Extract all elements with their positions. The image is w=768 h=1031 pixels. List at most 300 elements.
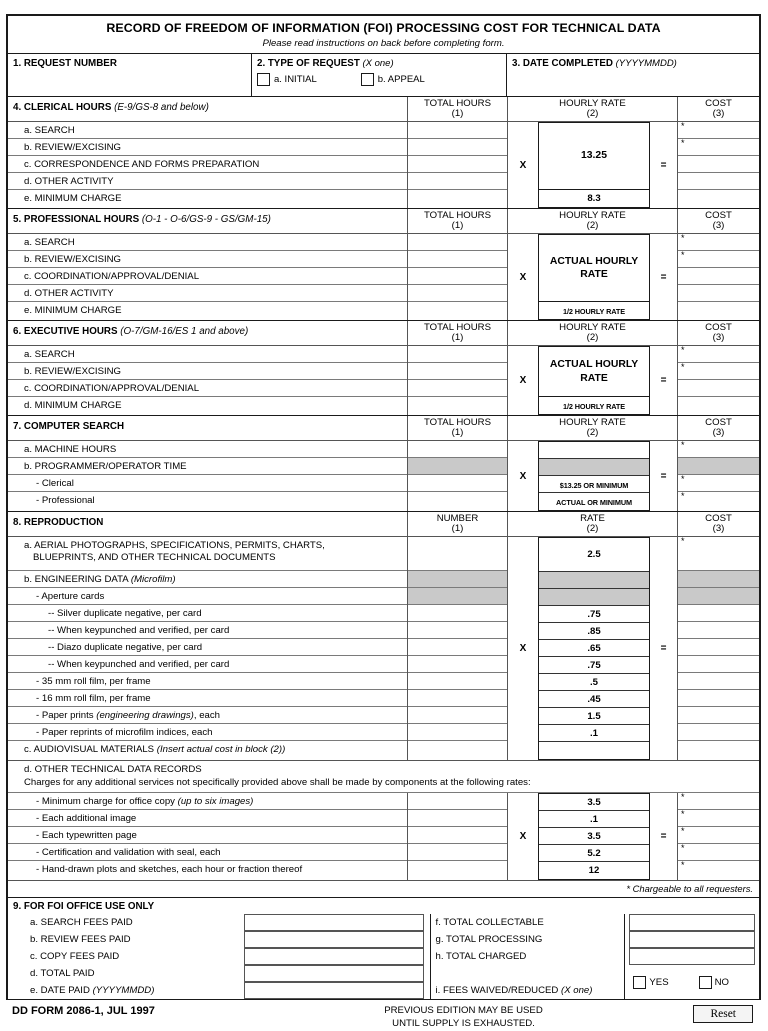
section-9-index: 9. <box>13 901 22 913</box>
rate-value: .75 <box>539 606 649 623</box>
section-9-right-fields <box>625 914 759 999</box>
row-label: b. REVIEW/EXCISING <box>8 251 407 268</box>
chargeable-asterisk: * <box>681 491 685 501</box>
cost-input[interactable] <box>678 139 759 156</box>
cost-input[interactable] <box>678 810 759 827</box>
section-4-rate-minimum: 8.3 <box>587 193 601 204</box>
row-label: a. SEARCH FEES PAID <box>30 917 133 929</box>
number-input[interactable] <box>408 707 507 724</box>
number-input[interactable] <box>408 690 507 707</box>
cost-input[interactable] <box>678 673 759 690</box>
col-cost-label: COST <box>705 513 732 524</box>
form-number: DD FORM 2086-1, JUL 1997 <box>12 1005 155 1018</box>
form-subtitle: Please read instructions on back before completing form. <box>262 38 505 49</box>
section-8-labels <box>8 537 408 760</box>
section-5-rate-col <box>508 234 678 320</box>
section-7-col-total-hours <box>408 416 508 440</box>
section-4-label: CLERICAL HOURS <box>23 102 112 113</box>
section-9-header <box>8 898 759 914</box>
shaded-cell <box>539 459 649 476</box>
section-5-col-cost <box>678 209 759 233</box>
cost-input[interactable] <box>678 397 759 414</box>
checkbox-fees-waived-no[interactable] <box>699 976 712 989</box>
row-label: c. COPY FEES PAID <box>30 951 120 963</box>
col-total-hours-label: TOTAL HOURS <box>424 98 491 109</box>
section-4-col-cost <box>678 97 759 121</box>
row-label-italic: (Insert actual cost in block (2)) <box>156 744 286 755</box>
section-7-title <box>8 416 408 440</box>
section-4-rate-box <box>538 122 650 208</box>
col-cost-num: (3) <box>712 108 725 120</box>
number-input[interactable] <box>408 827 507 844</box>
row-label-line2: BLUEPRINTS, AND OTHER TECHNICAL DOCUMENTS <box>33 552 276 564</box>
row-label-text: - Minimum charge for office copy <box>36 796 175 808</box>
row-label: a. SEARCH <box>8 234 407 251</box>
col-number-label: NUMBER <box>436 513 479 524</box>
section-4-index: 4. <box>13 102 22 113</box>
col-rate-num: (2) <box>586 523 599 535</box>
section-4-qualifier: (E-9/GS-8 and below) <box>114 102 209 113</box>
number-input[interactable] <box>408 724 507 741</box>
number-input[interactable] <box>408 741 507 758</box>
row-label-italic: (YYYYMMDD) <box>92 985 155 997</box>
form-footer <box>6 1000 761 1030</box>
total-hours-input[interactable] <box>408 492 507 509</box>
section-8-title <box>8 512 408 536</box>
chargeable-asterisk: * <box>681 138 685 148</box>
section-6-rate-col <box>508 346 678 415</box>
rate-value: 3.5 <box>539 794 649 811</box>
section-8-col-number <box>408 512 508 536</box>
type-of-request-cell <box>252 54 507 96</box>
request-number-cell[interactable] <box>8 54 252 96</box>
section-7-total-hours-inputs <box>408 441 508 511</box>
row-label-tail: , each <box>193 710 220 721</box>
section-5-col-total-hours <box>408 209 508 233</box>
type-of-request-index: 2. <box>257 58 266 69</box>
multiply-symbol: X <box>519 831 527 843</box>
rate-value: .5 <box>539 674 649 691</box>
number-input[interactable] <box>408 844 507 861</box>
section-9-left-labels <box>8 914 240 999</box>
shaded-cell <box>408 588 507 605</box>
shaded-cell <box>539 572 649 589</box>
row-label: b. PROGRAMMER/OPERATOR TIME <box>8 458 407 475</box>
previous-edition-note <box>292 1005 635 1030</box>
previous-edition-line1: PREVIOUS EDITION MAY BE USED <box>384 1005 543 1017</box>
col-number-num: (1) <box>451 523 464 535</box>
section-8-rate-box <box>538 537 650 760</box>
section-4-rate-main: 13.25 <box>539 123 649 190</box>
cost-input[interactable] <box>678 122 759 139</box>
checkbox-fees-waived-yes[interactable] <box>633 976 646 989</box>
row-label: - Hand-drawn plots and sketches, each hour or fraction thereof <box>36 864 303 876</box>
row-label <box>431 982 625 999</box>
col-hourly-rate-label: HOURLY RATE <box>559 417 626 428</box>
section-8-index: 8. <box>13 517 22 528</box>
total-hours-input[interactable] <box>408 363 507 380</box>
chargeable-asterisk: * <box>681 440 685 450</box>
rate-input[interactable] <box>539 442 649 459</box>
section-8-label: REPRODUCTION <box>23 517 104 528</box>
cost-input[interactable] <box>678 285 759 302</box>
row-label: b. REVIEW/EXCISING <box>8 363 407 380</box>
equals-symbol: = <box>660 643 667 654</box>
section-4-col-hourly-rate <box>508 97 678 121</box>
multiply-symbol: X <box>519 470 527 482</box>
section-8-header <box>8 511 759 537</box>
date-completed-cell[interactable] <box>507 54 759 96</box>
reset-button[interactable]: Reset <box>693 1005 753 1023</box>
fees-waived-label: i. FEES WAIVED/REDUCED <box>435 985 559 997</box>
total-hours-input[interactable] <box>408 346 507 363</box>
chargeable-footnote: * Chargeable to all requesters. <box>8 880 759 898</box>
total-hours-input[interactable] <box>408 234 507 251</box>
rate-value: .85 <box>539 623 649 640</box>
col-total-hours-label: TOTAL HOURS <box>424 210 491 221</box>
cost-input[interactable] <box>678 656 759 673</box>
row-label <box>8 537 407 571</box>
chargeable-asterisk: * <box>681 362 685 372</box>
row-label: - Clerical <box>8 475 407 492</box>
row-label-text: c. AUDIOVISUAL MATERIALS <box>24 744 155 755</box>
total-hours-input[interactable] <box>408 139 507 156</box>
cost-input[interactable] <box>678 622 759 639</box>
number-input[interactable] <box>408 810 507 827</box>
rate-value: $13.25 OR MINIMUM <box>539 476 649 493</box>
row-label: - 16 mm roll film, per frame <box>8 690 407 707</box>
section-4-cost-inputs <box>678 122 759 208</box>
checkbox-appeal[interactable] <box>361 73 374 86</box>
chargeable-asterisk: * <box>681 121 685 131</box>
row-label: - Paper reprints of microfilm indices, each <box>8 724 407 741</box>
section-8-col-rate <box>508 512 678 536</box>
row-label <box>8 571 407 588</box>
chargeable-asterisk: * <box>681 809 685 820</box>
cost-input[interactable] <box>678 268 759 285</box>
section-5-rate-main: ACTUAL HOURLY RATE <box>539 235 649 302</box>
shaded-cell <box>678 458 759 475</box>
cost-input[interactable] <box>678 363 759 380</box>
equals-symbol: = <box>660 470 667 482</box>
chargeable-asterisk: * <box>681 843 685 854</box>
section-8d-number-inputs <box>408 793 508 880</box>
section-4-header <box>8 97 759 122</box>
cost-input[interactable] <box>678 346 759 363</box>
col-total-hours-num: (1) <box>451 332 464 344</box>
rate-value: 5.2 <box>539 845 649 862</box>
section-8-body <box>8 537 759 760</box>
section-6-label: EXECUTIVE HOURS <box>23 326 118 337</box>
section-6-title <box>8 321 408 345</box>
total-hours-input[interactable] <box>408 285 507 302</box>
rate-value: .75 <box>539 657 649 674</box>
section-6-qualifier: (O-7/GM-16/ES 1 and above) <box>120 326 249 337</box>
row-label: b. REVIEW FEES PAID <box>30 934 131 946</box>
total-processing-input[interactable] <box>629 931 755 948</box>
section-7-rate-col <box>508 441 678 511</box>
row-label-italic: (engineering drawings) <box>96 710 194 721</box>
rate-input[interactable] <box>539 742 649 759</box>
rate-value: 12 <box>588 865 600 877</box>
type-of-request-label: TYPE OF REQUEST <box>267 58 360 69</box>
section-8d-cost-inputs <box>678 793 759 880</box>
row-label <box>8 741 407 758</box>
row-label <box>8 793 407 810</box>
copy-fees-paid-input[interactable] <box>244 948 424 965</box>
number-input[interactable] <box>408 639 507 656</box>
rate-value: 2.5 <box>539 538 649 572</box>
col-total-hours-label: TOTAL HOURS <box>424 322 491 333</box>
row-label <box>8 982 240 999</box>
shaded-cell <box>678 571 759 588</box>
shaded-cell <box>408 458 507 475</box>
chargeable-asterisk: * <box>681 474 685 484</box>
number-input[interactable] <box>408 622 507 639</box>
cost-input[interactable] <box>678 639 759 656</box>
row-label: a. SEARCH <box>8 122 407 139</box>
section-8-cost-inputs <box>678 537 759 760</box>
col-total-hours-num: (1) <box>451 108 464 120</box>
equals-symbol: = <box>660 159 667 171</box>
rate-value: .1 <box>539 811 649 828</box>
cost-input[interactable] <box>678 173 759 190</box>
row-label: b. REVIEW/EXCISING <box>8 139 407 156</box>
section-4-total-hours-inputs <box>408 122 508 208</box>
cost-input[interactable] <box>678 605 759 622</box>
col-cost-num: (3) <box>712 332 725 344</box>
section-5-cost-inputs <box>678 234 759 320</box>
section-6-labels <box>8 346 408 415</box>
section-6-index: 6. <box>13 326 22 337</box>
total-hours-input[interactable] <box>408 397 507 414</box>
date-completed-hint: (YYYYMMDD) <box>615 58 677 69</box>
row-label: g. TOTAL PROCESSING <box>435 934 543 946</box>
section-7-col-hourly-rate <box>508 416 678 440</box>
rate-value: 3.5 <box>539 828 649 845</box>
checkbox-yes-label: YES <box>649 976 669 988</box>
checkbox-no-label: NO <box>714 976 729 988</box>
total-collectable-input[interactable] <box>629 914 755 931</box>
spacer <box>431 965 625 982</box>
col-hourly-rate-label: HOURLY RATE <box>559 210 626 221</box>
section-4-body <box>8 122 759 208</box>
rate-value: .1 <box>539 725 649 742</box>
row-label: -- When keypunched and verified, per card <box>8 656 407 673</box>
section-8-number-inputs <box>408 537 508 760</box>
section-7-col-cost <box>678 416 759 440</box>
section-4-title <box>8 97 408 121</box>
cost-input[interactable] <box>678 234 759 251</box>
section-5-title <box>8 209 408 233</box>
number-input[interactable] <box>408 673 507 690</box>
rate-value: .45 <box>539 691 649 708</box>
cost-input[interactable] <box>678 190 759 207</box>
section-7-rate-box <box>538 441 650 511</box>
section-8d-intro <box>8 760 759 793</box>
cost-input[interactable] <box>678 724 759 741</box>
section-5-header <box>8 208 759 234</box>
row-label: c. CORRESPONDENCE AND FORMS PREPARATION <box>8 156 407 173</box>
section-9-right-labels <box>431 914 626 999</box>
row-label: d. MINIMUM CHARGE <box>24 400 122 411</box>
chargeable-asterisk: * <box>681 860 685 871</box>
total-hours-input[interactable] <box>408 173 507 190</box>
section-5-rate-minimum: 1/2 HOURLY RATE <box>562 307 626 316</box>
row-label: - Certification and validation with seal, each <box>8 844 407 861</box>
row-label-text: b. ENGINEERING DATA <box>24 574 129 585</box>
section-4-labels <box>8 122 408 208</box>
section-8d-rate-box <box>538 793 650 880</box>
section-6-cost-inputs <box>678 346 759 415</box>
cost-input[interactable] <box>678 827 759 844</box>
cost-input[interactable] <box>678 537 759 571</box>
total-hours-input[interactable] <box>408 441 507 458</box>
col-hourly-rate-num: (2) <box>586 332 599 344</box>
number-input[interactable] <box>408 861 507 878</box>
col-cost-label: COST <box>705 210 732 221</box>
section-9-label: FOR FOI OFFICE USE ONLY <box>23 901 155 913</box>
row-label: d. TOTAL PAID <box>30 968 95 980</box>
shaded-cell <box>408 571 507 588</box>
number-input[interactable] <box>408 656 507 673</box>
total-charged-input[interactable] <box>629 948 755 965</box>
section-6-col-total-hours <box>408 321 508 345</box>
row-label: - 35 mm roll film, per frame <box>8 673 407 690</box>
total-paid-input[interactable] <box>244 965 424 982</box>
row-label: -- When keypunched and verified, per card <box>8 622 407 639</box>
fees-waived-options <box>625 965 759 999</box>
type-of-request-hint: (X one) <box>362 58 394 69</box>
row-label-text: - Paper prints <box>36 710 94 721</box>
cost-input[interactable] <box>678 302 759 319</box>
total-hours-input[interactable] <box>408 475 507 492</box>
section-8-col-cost <box>678 512 759 536</box>
row-label: a. MACHINE HOURS <box>8 441 407 458</box>
row-label-text: e. DATE PAID <box>30 985 90 997</box>
section-4-col-total-hours <box>408 97 508 121</box>
col-cost-label: COST <box>705 322 732 333</box>
checkbox-initial-label: a. INITIAL <box>274 74 317 85</box>
section-7-labels <box>8 441 408 511</box>
row-label: e. MINIMUM CHARGE <box>24 193 122 204</box>
row-label: c. COORDINATION/APPROVAL/DENIAL <box>8 380 407 397</box>
section-6-rate-main: ACTUAL HOURLY RATE <box>539 347 649 397</box>
row-label: d. OTHER ACTIVITY <box>8 173 407 190</box>
row-label: - Aperture cards <box>8 588 407 605</box>
cost-input[interactable] <box>678 861 759 878</box>
number-input[interactable] <box>408 605 507 622</box>
row-label-line1: a. AERIAL PHOTOGRAPHS, SPECIFICATIONS, PERMITS, CHARTS, <box>24 540 325 551</box>
previous-edition-line2: UNTIL SUPPLY IS EXHAUSTED. <box>392 1017 535 1029</box>
cost-input[interactable] <box>678 475 759 492</box>
col-cost-num: (3) <box>712 427 725 439</box>
fees-waived-hint: (X one) <box>561 985 593 997</box>
section-7-cost-inputs <box>678 441 759 511</box>
total-hours-input[interactable] <box>408 268 507 285</box>
row-label: c. COORDINATION/APPROVAL/DENIAL <box>8 268 407 285</box>
col-cost-num: (3) <box>712 220 725 232</box>
col-cost-num: (3) <box>712 523 725 535</box>
rate-value: .65 <box>539 640 649 657</box>
section-7-label: COMPUTER SEARCH <box>23 421 125 432</box>
review-fees-paid-input[interactable] <box>244 931 424 948</box>
section-6-total-hours-inputs <box>408 346 508 415</box>
cost-input[interactable] <box>678 793 759 810</box>
cost-input[interactable] <box>678 707 759 724</box>
chargeable-asterisk: * <box>681 826 685 837</box>
total-hours-input[interactable] <box>408 122 507 139</box>
equals-symbol: = <box>660 375 667 386</box>
section-6-rate-box <box>538 346 650 415</box>
cost-input[interactable] <box>678 690 759 707</box>
date-completed-index: 3. <box>512 58 521 69</box>
search-fees-paid-input[interactable] <box>244 914 424 931</box>
row-label: -- Silver duplicate negative, per card <box>8 605 407 622</box>
cost-input[interactable] <box>678 380 759 397</box>
total-hours-input[interactable] <box>408 190 507 207</box>
row-label: - Each additional image <box>8 810 407 827</box>
section-9-body <box>8 914 759 1000</box>
cost-input[interactable] <box>678 741 759 758</box>
row-label: e. MINIMUM CHARGE <box>24 305 122 316</box>
multiply-symbol: X <box>519 159 527 171</box>
dd-form-2086-1 <box>6 14 761 1000</box>
row-label: a. SEARCH <box>8 346 407 363</box>
total-hours-input[interactable] <box>408 251 507 268</box>
section-6-col-hourly-rate <box>508 321 678 345</box>
section-6-body <box>8 346 759 415</box>
col-hourly-rate-label: HOURLY RATE <box>559 322 626 333</box>
cost-input[interactable] <box>678 251 759 268</box>
shaded-cell <box>678 588 759 605</box>
date-paid-input[interactable] <box>244 982 424 999</box>
number-input[interactable] <box>408 537 507 571</box>
row-label: d. OTHER ACTIVITY <box>8 285 407 302</box>
total-hours-input[interactable] <box>408 156 507 173</box>
checkbox-appeal-label: b. APPEAL <box>377 74 425 85</box>
request-number-index: 1. <box>13 58 22 69</box>
rate-value: 1.5 <box>539 708 649 725</box>
section-4-rate-col <box>508 122 678 208</box>
multiply-symbol: X <box>519 643 527 654</box>
section-6-rate-minimum: 1/2 HOURLY RATE <box>562 402 626 411</box>
cost-input[interactable] <box>678 156 759 173</box>
col-cost-label: COST <box>705 98 732 109</box>
section-8-rate-col <box>508 537 678 760</box>
section-8d-label: d. OTHER TECHNICAL DATA RECORDS <box>24 764 202 775</box>
cost-input[interactable] <box>678 492 759 509</box>
form-title-band <box>8 16 759 54</box>
cost-input[interactable] <box>678 441 759 458</box>
row-label-italic: (Microfilm) <box>130 574 176 585</box>
section-5-col-hourly-rate <box>508 209 678 233</box>
row-label <box>8 707 407 724</box>
section-5-labels <box>8 234 408 320</box>
chargeable-asterisk: * <box>681 536 685 546</box>
section-7-index: 7. <box>13 421 22 432</box>
col-hourly-rate-num: (2) <box>586 427 599 439</box>
section-7-body <box>8 441 759 511</box>
section-8d-body <box>8 793 759 880</box>
section-5-rate-box <box>538 234 650 320</box>
total-hours-input[interactable] <box>408 380 507 397</box>
number-input[interactable] <box>408 793 507 810</box>
cost-input[interactable] <box>678 844 759 861</box>
total-hours-input[interactable] <box>408 302 507 319</box>
row-label-italic: (up to six images) <box>177 796 254 808</box>
checkbox-initial[interactable] <box>257 73 270 86</box>
